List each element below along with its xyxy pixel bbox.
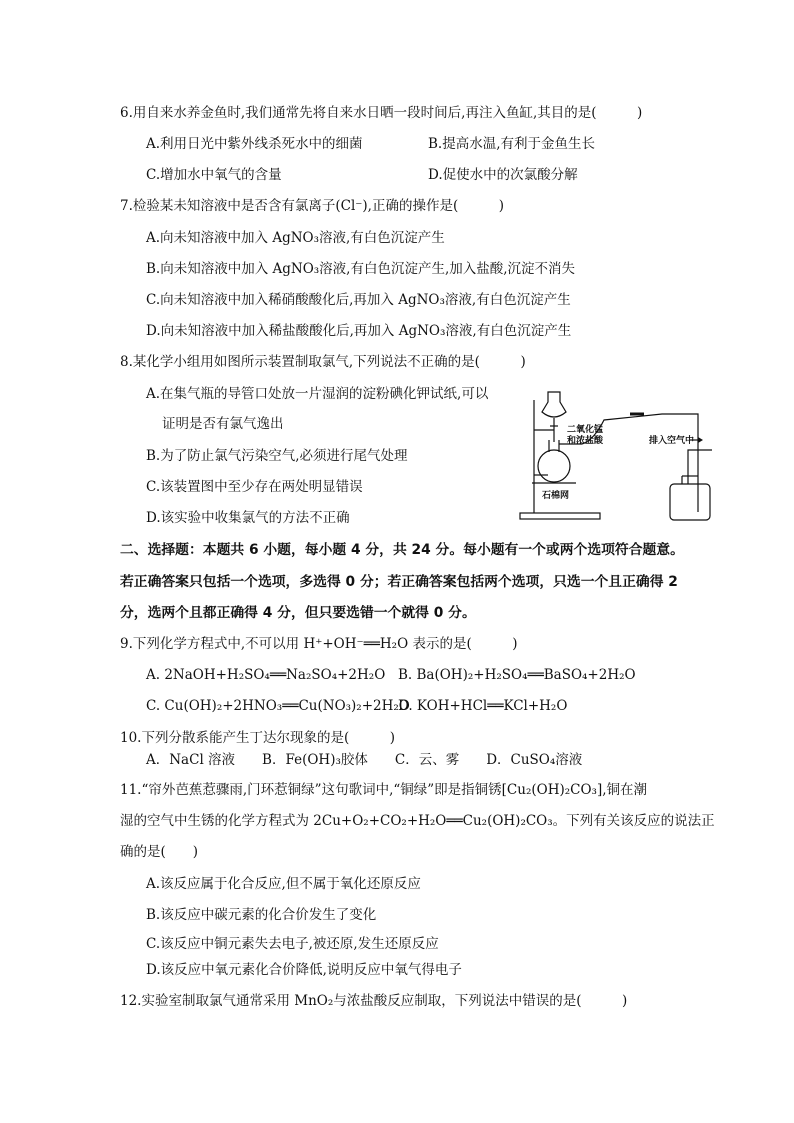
q7-stem: 7.检验某未知溶液中是否含有氯离子(Cl⁻),正确的操作是( ) xyxy=(120,198,505,214)
q8-option-b: B.为了防止氯气污染空气,必须进行尾气处理 xyxy=(146,448,408,464)
section2-line2: 若正确答案只包括一个选项，多选得 0 分；若正确答案包括两个选项，只选一个且正确得 2 xyxy=(120,574,678,590)
figure-label-reagent-1: 二氧化锰 xyxy=(567,425,604,435)
q11-line3: 确的是( ) xyxy=(120,844,199,860)
section2-line1: 二、选择题：本题共 6 小题，每小题 4 分，共 24 分。每小题有一个或两个选项符合题意。 xyxy=(120,542,684,558)
q11-option-a: A.该反应属于化合反应,但不属于氧化还原反应 xyxy=(146,876,421,892)
q6-option-b: B.提高水温,有利于金鱼生长 xyxy=(428,136,596,152)
q8-option-d: D.该实验中收集氯气的方法不正确 xyxy=(146,510,350,526)
q10-stem: 10.下列分散系能产生丁达尔现象的是( ) xyxy=(120,730,396,746)
figure-label-outlet: 排入空气中 xyxy=(649,436,695,446)
q11-option-d: D.该反应中氧元素化合价降低,说明反应中氧气得电子 xyxy=(146,962,462,978)
figure-label-gauze: 石棉网 xyxy=(542,491,570,501)
q9-option-c: C. Cu(OH)₂+2HNO₃══Cu(NO₃)₂+2H₂O xyxy=(146,698,410,714)
gas-bottle xyxy=(670,484,710,520)
q6-stem: 6.用自来水养金鱼时,我们通常先将自来水日晒一段时间后,再注入鱼缸,其目的是( ) xyxy=(120,105,643,121)
q11-line1: 11.“帘外芭蕉惹骤雨,门环惹铜绿”这句歌词中,“铜绿”即是指铜锈[Cu₂(OH)₂CO₃],铜在潮 xyxy=(120,782,648,798)
q11-option-b: B.该反应中碳元素的化合价发生了变化 xyxy=(146,907,377,923)
separatory-funnel xyxy=(542,392,566,417)
section2-line3: 分，选两个且都正确得 4 分，但只要选错一个就得 0 分。 xyxy=(120,605,476,621)
chlorine-apparatus-figure xyxy=(512,380,712,525)
figure-label-reagent-2: 和浓盐酸 xyxy=(567,436,604,446)
q10-options: A．NaCl 溶液 B．Fe(OH)₃胶体 C．云、雾 D．CuSO₄溶液 xyxy=(146,752,583,768)
q7-option-a: A.向未知溶液中加入 AgNO₃溶液,有白色沉淀产生 xyxy=(146,230,445,246)
q6-option-a: A.利用日光中紫外线杀死水中的细菌 xyxy=(146,136,363,152)
q8-stem: 8.某化学小组用如图所示装置制取氯气,下列说法不正确的是( ) xyxy=(120,354,526,370)
outlet-arrow-icon xyxy=(698,437,703,443)
q9-option-a: A. 2NaOH+H₂SO₄══Na₂SO₄+2H₂O xyxy=(146,667,386,683)
q8-option-a-line1: A.在集气瓶的导管口处放一片湿润的淀粉碘化钾试纸,可以 xyxy=(146,386,489,402)
q11-line2: 湿的空气中生锈的化学方程式为 2Cu+O₂+CO₂+H₂O══Cu₂(OH)₂CO₃。下列有关该反应的说法正 xyxy=(120,813,715,829)
q6-option-d: D.促使水中的次氯酸分解 xyxy=(428,167,578,183)
q9-option-b: B. Ba(OH)₂+H₂SO₄══BaSO₄+2H₂O xyxy=(398,667,636,683)
stand-base xyxy=(520,513,600,519)
q7-option-d: D.向未知溶液中加入稀盐酸酸化后,再加入 AgNO₃溶液,有白色沉淀产生 xyxy=(146,323,572,339)
q8-option-a-line2: 证明是否有氯气逸出 xyxy=(162,416,284,432)
q7-option-b: B.向未知溶液中加入 AgNO₃溶液,有白色沉淀产生,加入盐酸,沉淀不消失 xyxy=(146,261,576,277)
q6-option-c: C.增加水中氧气的含量 xyxy=(146,167,282,183)
q7-option-c: C.向未知溶液中加入稀硝酸酸化后,再加入 AgNO₃溶液,有白色沉淀产生 xyxy=(146,292,571,308)
q9-stem: 9.下列化学方程式中,不可以用 H⁺+OH⁻══H₂O 表示的是( ) xyxy=(120,636,518,652)
q8-option-c: C.该装置图中至少存在两处明显错误 xyxy=(146,479,363,495)
round-bottom-flask xyxy=(538,450,570,482)
q9-option-d: D. KOH+HCl══KCl+H₂O xyxy=(398,698,568,714)
q11-option-c: C.该反应中铜元素失去电子,被还原,发生还原反应 xyxy=(146,936,439,952)
q12-stem: 12.实验室制取氯气通常采用 MnO₂与浓盐酸反应制取，下列说法中错误的是( ) xyxy=(120,993,628,1009)
